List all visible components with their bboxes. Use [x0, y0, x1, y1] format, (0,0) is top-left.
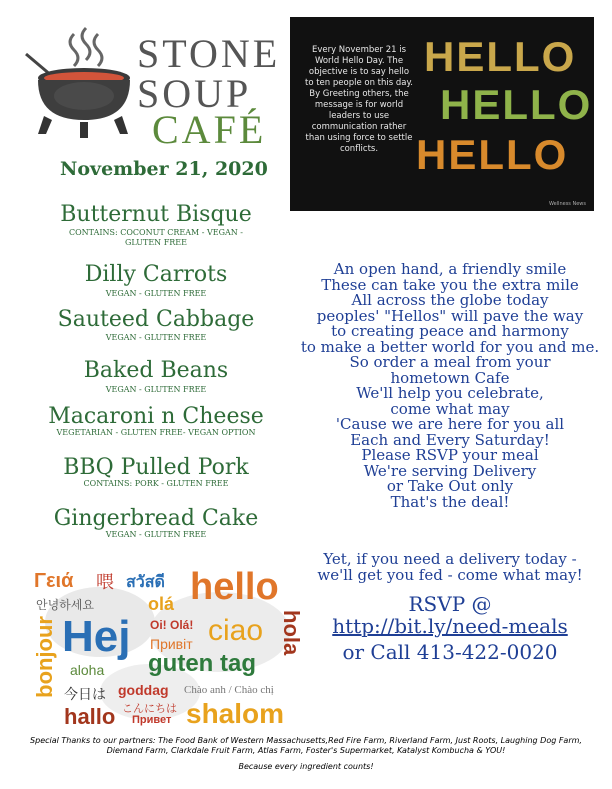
word-cloud-word: Привіт [150, 636, 193, 652]
word-cloud-word: สวัสดี [126, 574, 165, 591]
word-cloud-word: 喂 [96, 572, 114, 592]
poem-line: to make a better world for you and me. [300, 337, 600, 356]
poem [300, 262, 600, 510]
word-cloud-word: 今日は [64, 686, 106, 702]
rsvp-heading: RSVP @ [408, 592, 492, 616]
poem-line: 'Cause we are here for you all [335, 415, 565, 433]
poem-line: hometown Cafe [390, 368, 510, 387]
partners-thanks: Special Thanks to our partners: The Food Bank of Western Massachusetts,Red Fire Farm, Riverland Farm, Just Roots, Laughing Dog Farm, Diemand Farm, Clarkdale Fruit Farm, Atlas Farm, Foster's Supermarket, Katalyst Kombucha & YOU! [30, 736, 582, 755]
word-cloud-word: Привет [132, 714, 172, 726]
word-cloud-word: aloha [70, 662, 105, 678]
word-cloud-word: Hej [62, 612, 131, 661]
menu-item-note: VEGAN - GLUTEN FREE [105, 530, 207, 539]
word-cloud-word: Oi! Olá! [150, 618, 194, 632]
menu-item-name: Butternut Bisque [60, 202, 252, 227]
word-cloud-word: こんにちは [122, 703, 177, 715]
menu-item-name: BBQ Pulled Pork [63, 455, 249, 480]
poem-line: come what may [390, 399, 510, 418]
poem-line: That's the deal! [390, 492, 510, 511]
rsvp-link[interactable]: http://bit.ly/need-meals [332, 614, 568, 638]
tagline: Because every ingredient counts! [238, 762, 374, 771]
world-hello-day-image [290, 17, 594, 211]
menu-date: November 21, 2020 [60, 158, 268, 180]
poem-line: peoples' "Hellos" will pave the way [316, 306, 584, 325]
poem-line: to creating peace and harmony [331, 322, 569, 340]
poem-line: or Take Out only [386, 477, 514, 495]
menu-item-note: VEGAN - GLUTEN FREE [105, 289, 207, 298]
rsvp-phone: or Call 413-422-0020 [342, 640, 558, 664]
menu-item-name: Macaroni n Cheese [48, 404, 264, 429]
word-cloud-word: bonjour [32, 616, 57, 698]
poem-line: These can take you the extra mile [321, 275, 579, 294]
hello-word-3: HELLO [416, 131, 569, 178]
hello-day-text: Every November 21 is World Hello Day. The objective is to say hello to ten people on this day. By Greeting others, the message is for world leaders to use communication rather than using force to settle conflicts. [304, 45, 414, 154]
poem-line: All across the globe today [351, 291, 549, 309]
menu-item-name: Dilly Carrots [84, 262, 228, 287]
delivery-line: Yet, if you need a delivery today - [323, 550, 577, 568]
word-cloud-word: Chào anh / Chào chị [184, 684, 274, 696]
menu-item-note: VEGETARIAN - GLUTEN FREE- VEGAN OPTION [56, 428, 256, 437]
word-cloud-word: Γειά [34, 570, 74, 592]
delivery-note [300, 552, 600, 583]
menu-item-note: VEGAN - GLUTEN FREE [105, 385, 207, 394]
word-cloud-word: ciao [208, 614, 264, 647]
logo-line-cafe: CAFÉ [152, 107, 267, 152]
logo-line-soup: SOUP [137, 71, 252, 116]
hello-languages-word-cloud [30, 562, 304, 732]
word-cloud-word: 안녕하세요 [36, 598, 94, 612]
word-cloud-word: hallo [64, 704, 116, 729]
menu-item-note: VEGAN - GLUTEN FREE [105, 333, 207, 342]
hello-day-credit: Wellness News [548, 201, 586, 207]
hello-word-2: HELLO [440, 81, 593, 128]
word-cloud-word: olá [148, 594, 175, 614]
delivery-line: we'll get you fed - come what may! [317, 565, 583, 584]
soup-pot-icon [22, 24, 140, 142]
menu-item-note: CONTAINS: COCONUT CREAM - VEGAN - GLUTEN FREE [69, 228, 243, 247]
poem-line: We'll help you celebrate, [356, 384, 544, 402]
menu-item-name: Baked Beans [83, 358, 229, 383]
word-cloud-word: guten tag [148, 650, 256, 677]
poem-line: An open hand, a friendly smile [333, 260, 567, 278]
word-cloud-word: hello [190, 566, 279, 608]
word-cloud-word: shalom [186, 698, 285, 729]
poem-line: Each and Every Saturday! [350, 430, 550, 449]
menu-item-name: Gingerbread Cake [53, 506, 259, 531]
menu-item-name: Sauteed Cabbage [57, 307, 255, 332]
poem-line: Please RSVP your meal [361, 446, 539, 464]
poem-line: So order a meal from your [349, 353, 551, 371]
menu-item-note: CONTAINS: PORK - GLUTEN FREE [83, 479, 229, 488]
word-cloud-word: hola [279, 610, 304, 656]
poem-line: We're serving Delivery [363, 461, 537, 480]
logo-line-stone: STONE [137, 31, 281, 76]
hello-word-1: HELLO [424, 33, 577, 80]
word-cloud-word: goddag [118, 682, 169, 698]
